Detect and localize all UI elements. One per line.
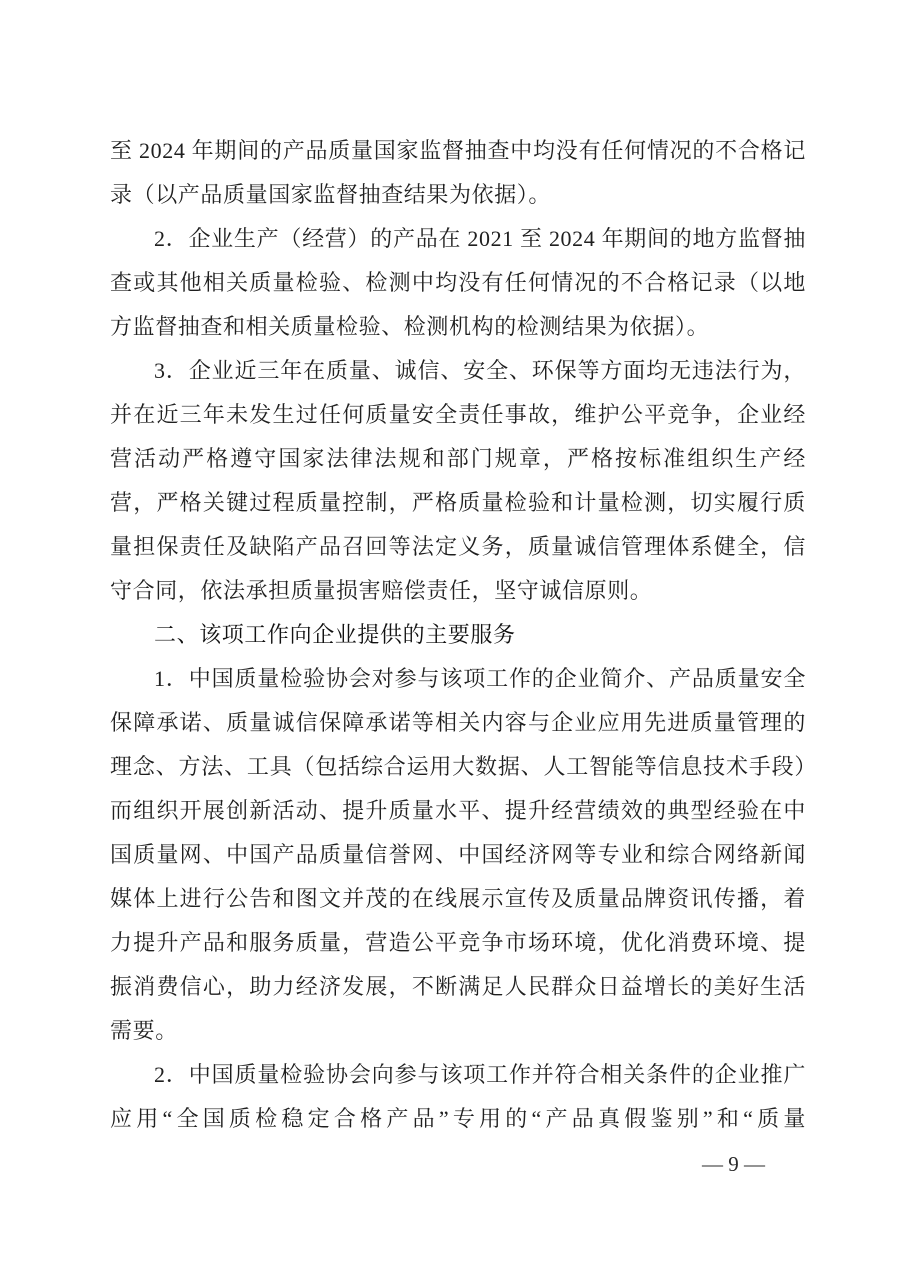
paragraph-item-2-local-supervision: 2．企业生产（经营）的产品在 2021 至 2024 年期间的地方监督抽查或其他相关质量检验、检测中均没有任何情况的不合格记录（以地方监督抽查和相关质量检验、检测机构的检测结果为依据）。 — [110, 226, 806, 339]
paragraph-national-sampling-continuation: 至 2024 年期间的产品质量国家监督抽查中均没有任何情况的不合格记录（以产品质量国家监督抽查结果为依据）。 — [110, 138, 806, 207]
paragraph-service-1-publicity: 1．中国质量检验协会对参与该项工作的企业简介、产品质量安全保障承诺、质量诚信保障承诺等相关内容与企业应用先进质量管理的理念、方法、工具（包括综合运用大数据、人工智能等信息技术手段）而组织开展创新活动、提升质量水平、提升经营绩效的典型经验在中国质量网、中国产品质量信誉网、中国经济网等专业和综合网络新闻媒体上进行公告和图文并茂的在线展示宣传及质量品牌资讯传播，着力提升产品和服务质量，营造公平竞争市场环境，优化消费环境、提振消费信心，助力经济发展，不断满足人民群众日益增长的美好生活需要。 — [110, 666, 806, 1043]
paragraph-item-3-compliance: 3．企业近三年在质量、诚信、安全、环保等方面均无违法行为，并在近三年未发生过任何质量安全责任事故，维护公平竞争，企业经营活动严格遵守国家法律法规和部门规章，严格按标准组织生产经营，严格关键过程质量控制，严格质量检验和计量检测，切实履行质量担保责任及缺陷产品召回等法定义务，质量诚信管理体系健全，信守合同，依法承担质量损害赔偿责任，坚守诚信原则。 — [110, 358, 806, 603]
section-heading-main-services: 二、该项工作向企业提供的主要服务 — [154, 622, 516, 647]
paragraph-service-2-promotion: 2．中国质量检验协会向参与该项工作并符合相关条件的企业推广应用“全国质检稳定合格产品”专用的“产品真假鉴别”和“质量 — [110, 1062, 806, 1131]
document-body — [110, 129, 806, 1141]
page-number: — 9 — — [702, 1152, 765, 1176]
